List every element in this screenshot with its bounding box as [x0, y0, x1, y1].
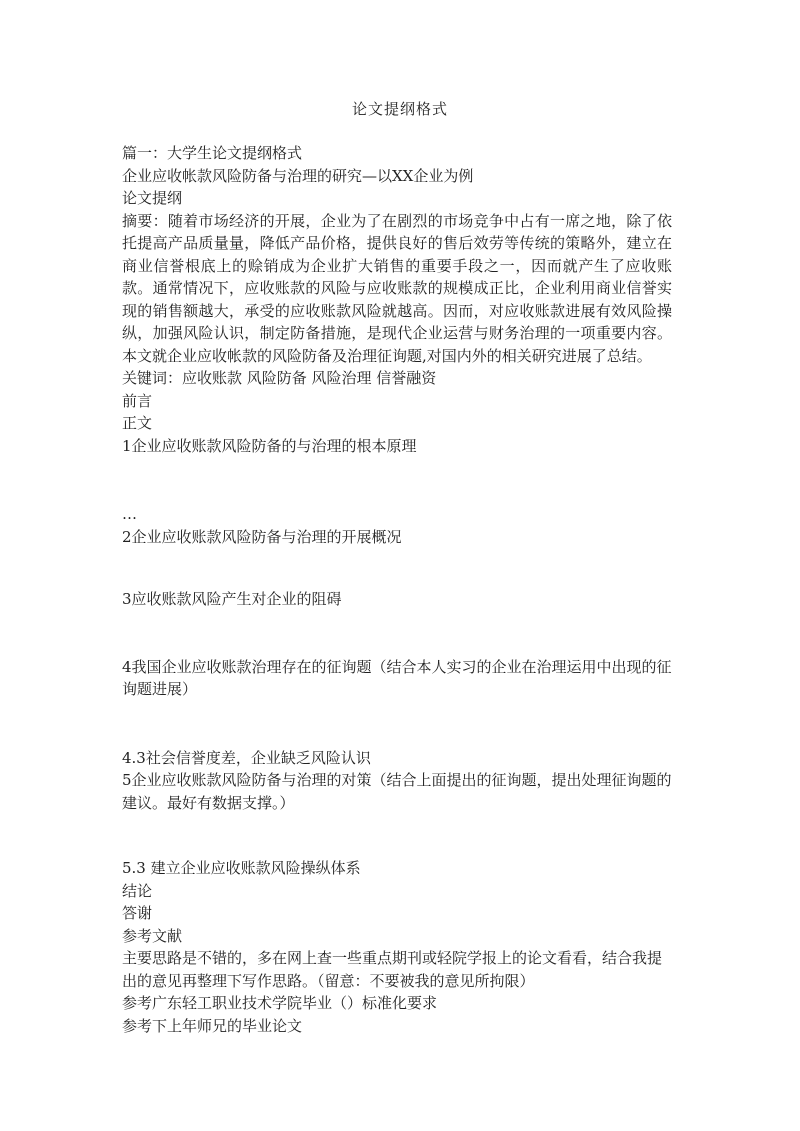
preface-label: 前言: [122, 391, 153, 410]
ellipsis-line: …: [122, 505, 138, 523]
subtitle-line: 企业应收帐款风险防备与治理的研究—以XX企业为例: [122, 166, 474, 185]
section-5-3-heading: 5.3 建立企业应收账款风险操纵体系: [122, 859, 361, 877]
section-2-heading: 2企业应收账款风险防备与治理的开展概况: [122, 527, 402, 546]
document-title: 论文提纲格式: [351, 100, 448, 118]
body-label: 正文: [122, 414, 153, 432]
spacer: [122, 457, 672, 503]
spacer: [122, 701, 672, 747]
references-label: 参考文献: [122, 926, 183, 945]
spacer: [122, 611, 672, 656]
outline-label: 论文提纲: [122, 189, 183, 207]
keywords-line: 关键词：应收账款 风险防备 风险治理 信誉融资: [122, 369, 437, 387]
heading-line: 篇一：大学生论文提纲格式: [122, 144, 303, 162]
reference-note-2: 参考下上年师兄的毕业论文: [122, 1016, 303, 1035]
section-3-heading: 3应收账款风险产生对企业的阻碍: [122, 590, 342, 608]
spacer: [122, 548, 672, 588]
section-5-heading: 5企业应收账款风险防备与治理的对策（结合上面提出的征询题，提出处理征询题的建议。最好有数据支撑。）: [122, 771, 672, 812]
section-1-heading: 1企业应收账款风险防备的与治理的根本原理: [122, 436, 417, 455]
section-4-heading: 4我国企业应收账款治理存在的征询题（结合本人实习的企业在治理运用中出现的征询题进展）: [122, 657, 672, 698]
acknowledgement-label: 答谢: [122, 904, 153, 922]
spacer: [122, 814, 672, 857]
reference-note-1: 参考广东轻工职业技术学院毕业（）标准化要求: [122, 994, 438, 1012]
conclusion-label: 结论: [122, 881, 153, 900]
section-4-3-heading: 4.3社会信誉度差，企业缺乏风险认识: [122, 748, 371, 767]
advisor-note: 主要思路是不错的，多在网上查一些重点期刊或轻院学报上的论文看看，结合我提出的意见再整理下写作思路。（留意：不要被我的意见所拘限）: [122, 949, 663, 990]
abstract-paragraph: 摘要：随着市场经济的开展，企业为了在剧烈的市场竞争中占有一席之地，除了依托提高产品质量量，降低产品价格，提供良好的售后效劳等传统的策略外，建立在商业信誉根底上的赊销成为企业扩大销售的重要手段之一，因而就产生了应收账款。通常情况下，应收账款的风险与应收账款的规模成正比，企业利用商业信誉实现的销售额越大，承受的应收账款风险就越高。因而，对应收账款进展有效风险操纵，加强风险认识，制定防备措施，是现代企业运营与财务治理的一项重要内容。本文就企业应收帐款的风险防备及治理征询题,对国内外的相关研究进展了总结。: [122, 211, 672, 365]
document-body: [122, 142, 672, 1037]
